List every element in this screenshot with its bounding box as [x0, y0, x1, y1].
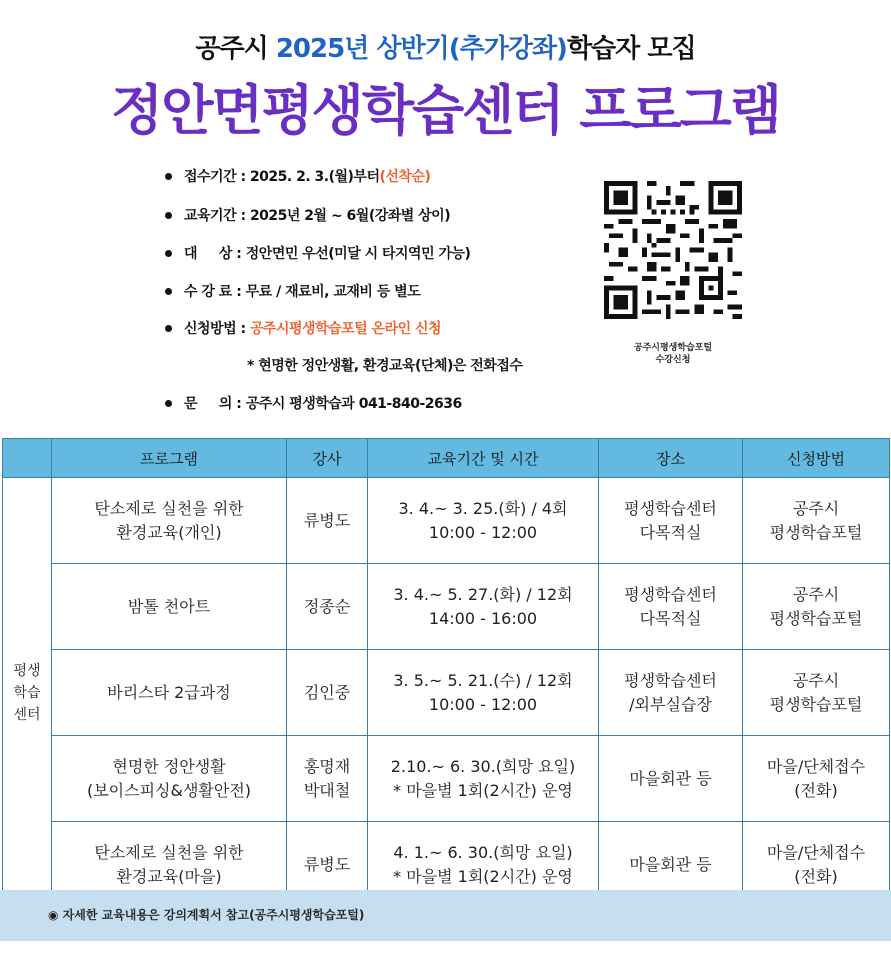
period-cell: 3. 4.~ 5. 27.(화) / 12회 14:00 - 16:00: [368, 564, 599, 650]
program-cell: 탄소제로 실천을 위한 환경교육(개인): [52, 478, 287, 564]
bullet-icon: [165, 400, 172, 407]
program-cell: 현명한 정안생활 (보이스피싱&생활안전): [52, 736, 287, 822]
header-period: 교육기간 및 시간: [368, 439, 599, 478]
header-program: 프로그램: [52, 439, 287, 478]
method-cell: 공주시 평생학습포털: [743, 650, 890, 736]
program-cell: 밤톨 천아트: [52, 564, 287, 650]
program-table: [2, 438, 890, 908]
method-cell: 공주시 평생학습포털: [743, 564, 890, 650]
header-instructor: 강사: [287, 439, 368, 478]
page-title: 정안면평생학습센터 프로그램: [111, 79, 780, 142]
info-registration-period: 접수기간 : 2025. 2. 3.(월)부터(선착순): [165, 166, 430, 186]
instructor-cell: 김인중: [287, 650, 368, 736]
qr-code-icon[interactable]: [604, 181, 742, 319]
category-cell: 평생 학습 센터: [3, 478, 52, 908]
instructor-cell: 류병도: [287, 478, 368, 564]
place-cell: 마을회관 등: [599, 736, 743, 822]
table-row: [3, 736, 890, 822]
table-row: [3, 564, 890, 650]
info-target: 대 상 : 정안면민 우선(미달 시 타지역민 가능): [165, 243, 470, 263]
bullet-icon: [165, 250, 172, 257]
info-apply-method: 신청방법 : 공주시평생학습포털 온라인 신청: [165, 318, 441, 338]
program-cell: 탄소제로 실천을 위한 환경교육(마을): [52, 822, 287, 908]
place-cell: 평생학습센터 다목적실: [599, 478, 743, 564]
info-note: * 현명한 정안생활, 환경교육(단체)은 전화접수: [247, 358, 523, 374]
method-cell: 마을/단체접수 (전화): [743, 822, 890, 908]
instructor-cell: 홍명재 박대철: [287, 736, 368, 822]
table-row: [3, 650, 890, 736]
bullet-icon: [165, 212, 172, 219]
header-blank: [3, 439, 52, 478]
bullet-icon: [165, 288, 172, 295]
header-prefix: 공주시: [195, 34, 276, 64]
program-cell: 바리스타 2급과정: [52, 650, 287, 736]
place-cell: 평생학습센터 다목적실: [599, 564, 743, 650]
header-suffix: 학습자 모집: [566, 34, 696, 64]
first-come-badge: (선착순): [379, 169, 431, 185]
info-fee: 수 강 료 : 무료 / 재료비, 교재비 등 별도: [165, 281, 420, 301]
bullet-icon: [165, 325, 172, 332]
header-method: 신청방법: [743, 439, 890, 478]
period-cell: 3. 5.~ 5. 21.(수) / 12회 10:00 - 12:00: [368, 650, 599, 736]
footer-text: ◉ 자세한 교육내용은 강의계획서 참고(공주시평생학습포털): [48, 908, 365, 922]
method-cell: 공주시 평생학습포털: [743, 478, 890, 564]
method-cell: 마을/단체접수 (전화): [743, 736, 890, 822]
instructor-cell: 정종순: [287, 564, 368, 650]
qr-caption: 공주시평생학습포털 수강신청: [633, 343, 713, 365]
period-cell: 4. 1.~ 6. 30.(희망 요일) * 마을별 1회(2시간) 운영: [368, 822, 599, 908]
apply-portal-link[interactable]: 공주시평생학습포털 온라인 신청: [249, 321, 442, 337]
instructor-cell: 류병도: [287, 822, 368, 908]
header-semester: 2025년 상반기(추가강좌): [275, 34, 567, 64]
period-cell: 2.10.~ 6. 30.(희망 요일) * 마을별 1회(2시간) 운영: [368, 736, 599, 822]
header-subtitle: [0, 28, 891, 65]
table-header-row: [3, 439, 890, 478]
bullet-icon: [165, 173, 172, 180]
info-contact: 문 의 : 공주시 평생학습과 041-840-2636: [165, 393, 462, 413]
header-place: 장소: [599, 439, 743, 478]
table-row: [3, 478, 890, 564]
footer-note: [0, 890, 891, 941]
place-cell: 평생학습센터 /외부실습장: [599, 650, 743, 736]
place-cell: 마을회관 등: [599, 822, 743, 908]
info-education-period: 교육기간 : 2025년 2월 ~ 6월(강좌별 상이): [165, 205, 450, 225]
period-cell: 3. 4.~ 3. 25.(화) / 4회 10:00 - 12:00: [368, 478, 599, 564]
